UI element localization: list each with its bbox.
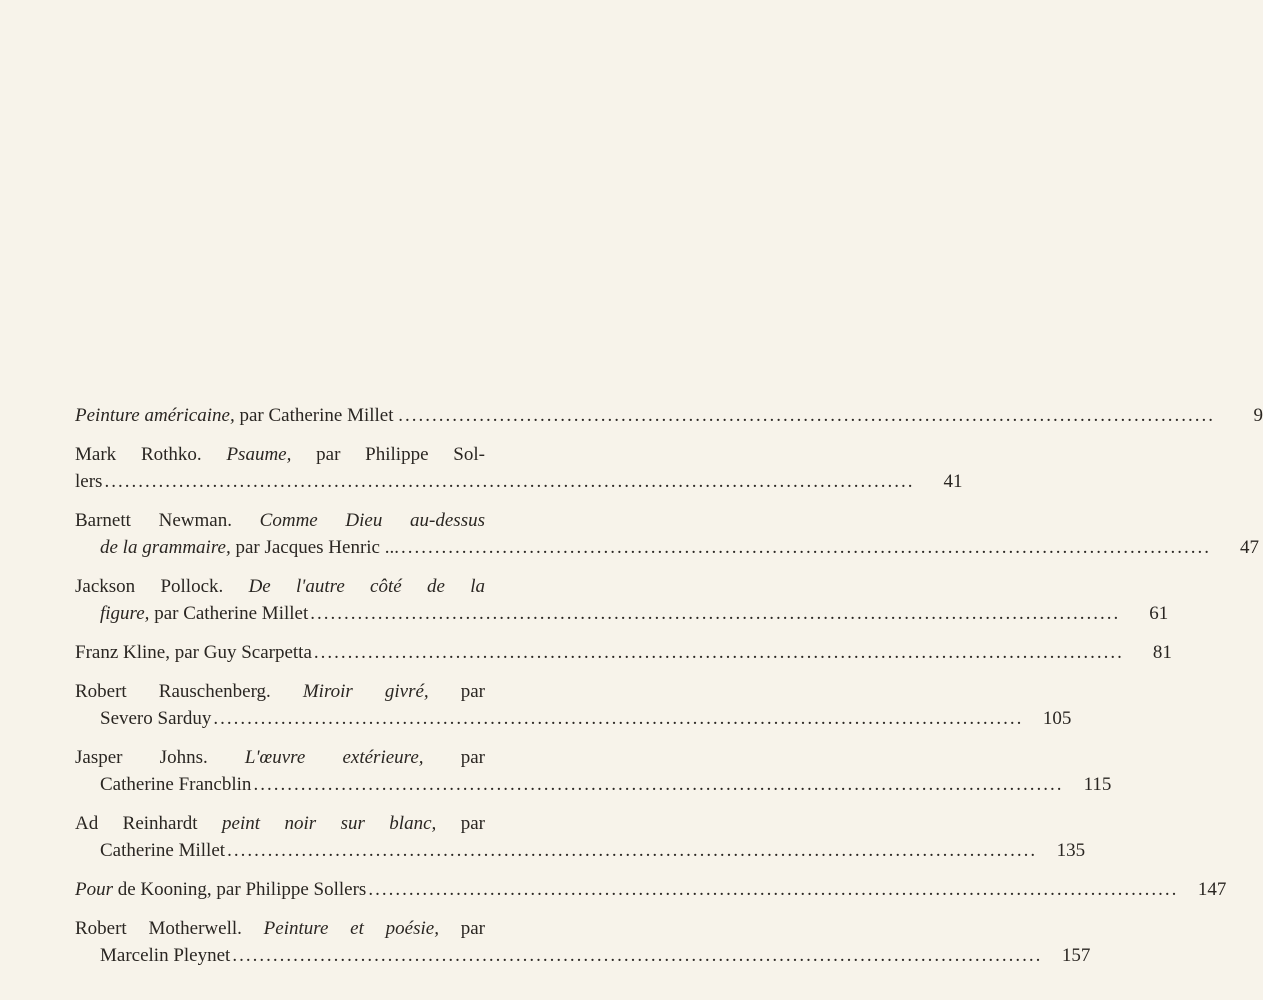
dot-leader: ........................................................................................................................ — [253, 774, 1064, 795]
toc-entry[interactable] — [75, 573, 1169, 627]
toc-text — [75, 876, 366, 903]
toc-italic-title: Peinture et poésie, — [263, 918, 439, 939]
page-number: 9 — [1253, 405, 1263, 426]
toc-italic-title: Miroir givré, — [302, 681, 429, 702]
dot-leader: ........................................................................................................................ — [313, 642, 1124, 663]
toc-italic-title: Peinture américaine, — [75, 405, 235, 426]
toc-line — [75, 573, 515, 600]
toc-line — [75, 678, 515, 705]
dot-leader: ........................................................................................................................ — [310, 603, 1121, 624]
toc-line — [75, 942, 1091, 969]
toc-text: Franz Kline, par Guy Scarpetta — [75, 642, 312, 663]
toc-author: par — [423, 747, 486, 768]
page-number: 81 — [1152, 642, 1172, 663]
toc-line — [75, 771, 1112, 798]
toc-line — [75, 876, 1227, 903]
toc-artist: Mark Rothko. — [75, 444, 227, 465]
toc-entry[interactable] — [75, 810, 1086, 864]
toc-text — [100, 534, 399, 561]
toc-text — [75, 915, 515, 942]
toc-entry[interactable] — [75, 402, 1263, 429]
toc-entry[interactable] — [75, 639, 1172, 666]
toc-italic-title: Pour — [75, 879, 113, 900]
page-number: 105 — [1042, 708, 1072, 729]
page-number: 41 — [943, 471, 963, 492]
toc-italic-title: Comme Dieu au-dessus — [259, 510, 485, 531]
page-number: 135 — [1056, 840, 1086, 861]
toc-author: par — [428, 681, 485, 702]
toc-text — [75, 810, 515, 837]
toc-entry[interactable] — [75, 876, 1227, 903]
toc-author: Marcelin Pleynet — [100, 945, 231, 966]
toc-author: par Jacques Henric ... — [230, 537, 399, 558]
toc-entry[interactable] — [75, 915, 1091, 969]
toc-artist: Robert Rauschenberg. — [75, 681, 303, 702]
toc-author: par — [438, 918, 485, 939]
toc-italic-title: peint noir sur blanc, — [222, 813, 437, 834]
toc-italic-title: figure, — [100, 603, 150, 624]
toc-text — [75, 744, 515, 771]
toc-author: Severo Sarduy — [100, 708, 212, 729]
dot-leader: ........................................................................................................................ — [104, 471, 915, 492]
toc-author: Catherine Millet — [100, 840, 226, 861]
table-of-contents — [75, 402, 1263, 981]
toc-artist: Ad Reinhardt — [75, 813, 223, 834]
page-number: 157 — [1061, 945, 1091, 966]
toc-author: Catherine Francblin — [100, 774, 252, 795]
toc-line — [75, 810, 515, 837]
dot-leader: ........................................................................................................................ — [405, 405, 1216, 426]
toc-line — [75, 600, 1169, 627]
toc-line — [75, 837, 1086, 864]
toc-text — [100, 600, 308, 627]
toc-line — [75, 468, 963, 495]
toc-entry[interactable] — [75, 744, 1112, 798]
toc-text — [75, 573, 515, 600]
page-number: 115 — [1083, 774, 1112, 795]
toc-entry[interactable] — [75, 441, 963, 495]
toc-artist: Jasper Johns. — [75, 747, 245, 768]
toc-author: de Kooning, par Philippe Sollers — [113, 879, 367, 900]
page-number: 147 — [1197, 879, 1227, 900]
toc-entry[interactable] — [75, 678, 1072, 732]
toc-text — [75, 507, 515, 534]
toc-line — [75, 402, 1263, 429]
dot-leader: ........................................................................................................................ — [368, 879, 1179, 900]
toc-italic-title: de la grammaire, — [100, 537, 231, 558]
toc-artist: Robert Motherwell. — [75, 918, 264, 939]
toc-artist: Jackson Pollock. — [75, 576, 249, 597]
toc-line — [75, 441, 515, 468]
dot-leader: ........................................................................................................................ — [232, 945, 1043, 966]
toc-author: lers — [75, 471, 103, 492]
toc-line — [75, 534, 1259, 561]
dot-leader: ........................................................................................................................ — [227, 840, 1038, 861]
toc-line — [75, 507, 515, 534]
toc-author: par — [436, 813, 485, 834]
toc-line — [75, 639, 1172, 666]
toc-italic-title: L'œuvre extérieure, — [244, 747, 424, 768]
toc-artist: Barnett Newman. — [75, 510, 260, 531]
toc-line — [75, 744, 515, 771]
toc-entry[interactable] — [75, 507, 1259, 561]
dot-leader: ........................................................................................................................ — [213, 708, 1024, 729]
toc-italic-title: De l'autre côté de la — [248, 576, 485, 597]
page-number: 47 — [1240, 537, 1259, 558]
toc-author: par Philippe Sol- — [291, 444, 485, 465]
page-number: 61 — [1149, 603, 1169, 624]
toc-author: par Catherine Millet — [149, 603, 309, 624]
toc-line — [75, 705, 1072, 732]
toc-italic-title: Psaume, — [226, 444, 292, 465]
toc-text — [75, 678, 515, 705]
toc-text — [75, 402, 403, 429]
toc-line — [75, 915, 515, 942]
toc-author: par Catherine Millet . — [234, 405, 404, 426]
toc-text — [75, 441, 515, 468]
dot-leader: ........................................................................................................................ — [401, 537, 1211, 558]
